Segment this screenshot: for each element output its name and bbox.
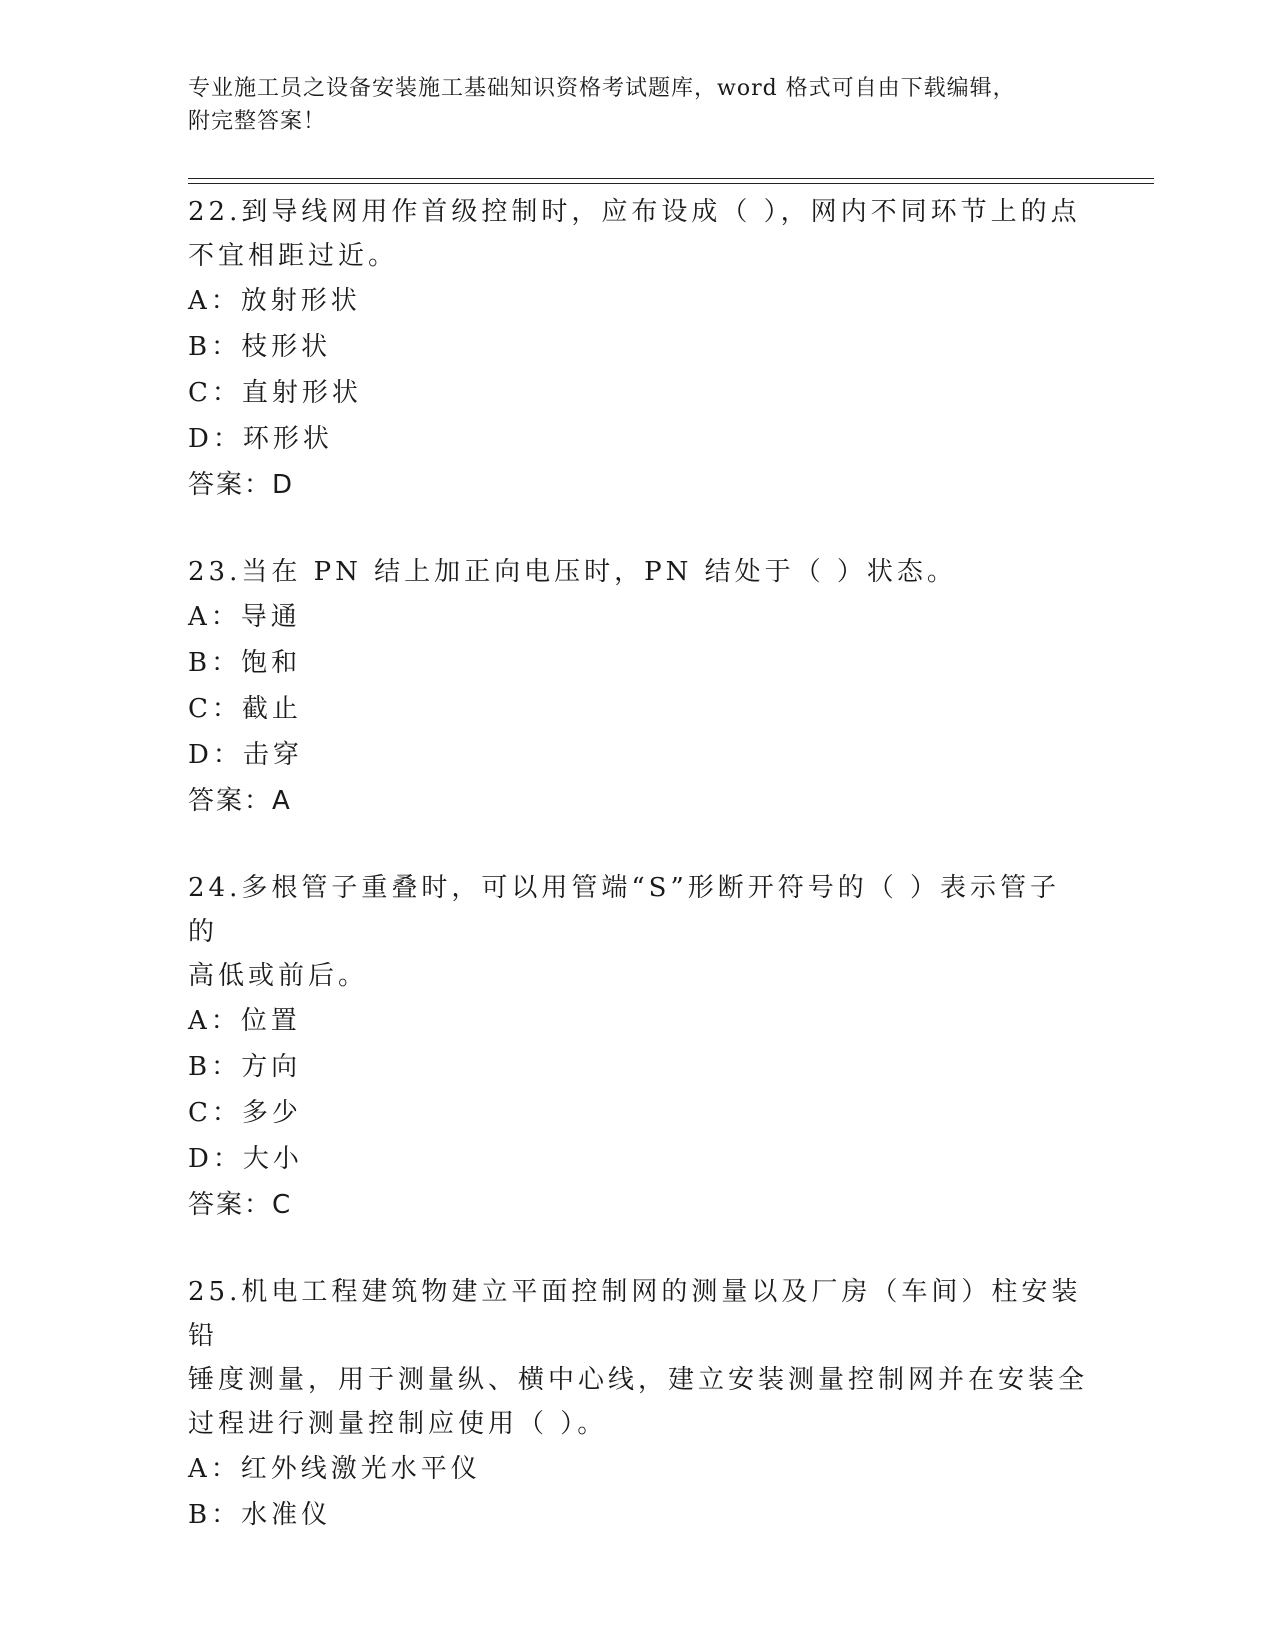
- answer-text: 答案：A: [188, 786, 292, 816]
- header-line: 附完整答案！: [188, 109, 327, 134]
- question-stem: 锤度测量，用于测量纵、横中心线，建立安装测量控制网并在安装全: [188, 1365, 1089, 1395]
- question-item: [188, 190, 1088, 508]
- header-line: 专业施工员之设备安装施工基础知识资格考试题库，word 格式可自由下载编辑，: [188, 76, 1016, 101]
- question-item: [188, 1270, 1088, 1538]
- question-list: [188, 190, 1088, 1538]
- option-a: A：导通: [188, 602, 301, 632]
- option-a: A：放射形状: [188, 286, 361, 316]
- question-stem: 24.多根管子重叠时，可以用管端“S”形断开符号的（ ）表示管子的: [188, 873, 1061, 947]
- question-stem: 25.机电工程建筑物建立平面控制网的测量以及厂房（车间）柱安装铅: [188, 1277, 1082, 1351]
- option-b: B：方向: [188, 1052, 302, 1082]
- option-d: D：环形状: [188, 424, 333, 454]
- question-stem: 不宜相距过近。: [188, 241, 399, 271]
- header-divider: [188, 178, 1154, 179]
- option-c: C：直射形状: [188, 378, 362, 408]
- answer-text: 答案：C: [188, 1190, 293, 1220]
- option-d: D：击穿: [188, 740, 303, 770]
- option-b: B：饱和: [188, 648, 302, 678]
- question-stem: 22.到导线网用作首级控制时，应布设成（ ），网内不同环节上的点: [188, 197, 1081, 227]
- question-stem: 过程进行测量控制应使用（ ）。: [188, 1409, 608, 1439]
- header-divider: [188, 183, 1154, 184]
- question-item: [188, 550, 1088, 824]
- option-c: C：多少: [188, 1098, 302, 1128]
- document-header: [188, 72, 1088, 138]
- question-item: [188, 866, 1088, 1228]
- option-b: B：水准仪: [188, 1500, 332, 1530]
- option-c: C：截止: [188, 694, 302, 724]
- question-stem: 高低或前后。: [188, 961, 369, 991]
- option-b: B：枝形状: [188, 332, 332, 362]
- question-stem: 23.当在 PN 结上加正向电压时，PN 结处于（ ）状态。: [188, 557, 957, 587]
- answer-text: 答案：D: [188, 470, 295, 500]
- option-a: A：红外线激光水平仪: [188, 1454, 481, 1484]
- option-d: D：大小: [188, 1144, 303, 1174]
- option-a: A：位置: [188, 1006, 301, 1036]
